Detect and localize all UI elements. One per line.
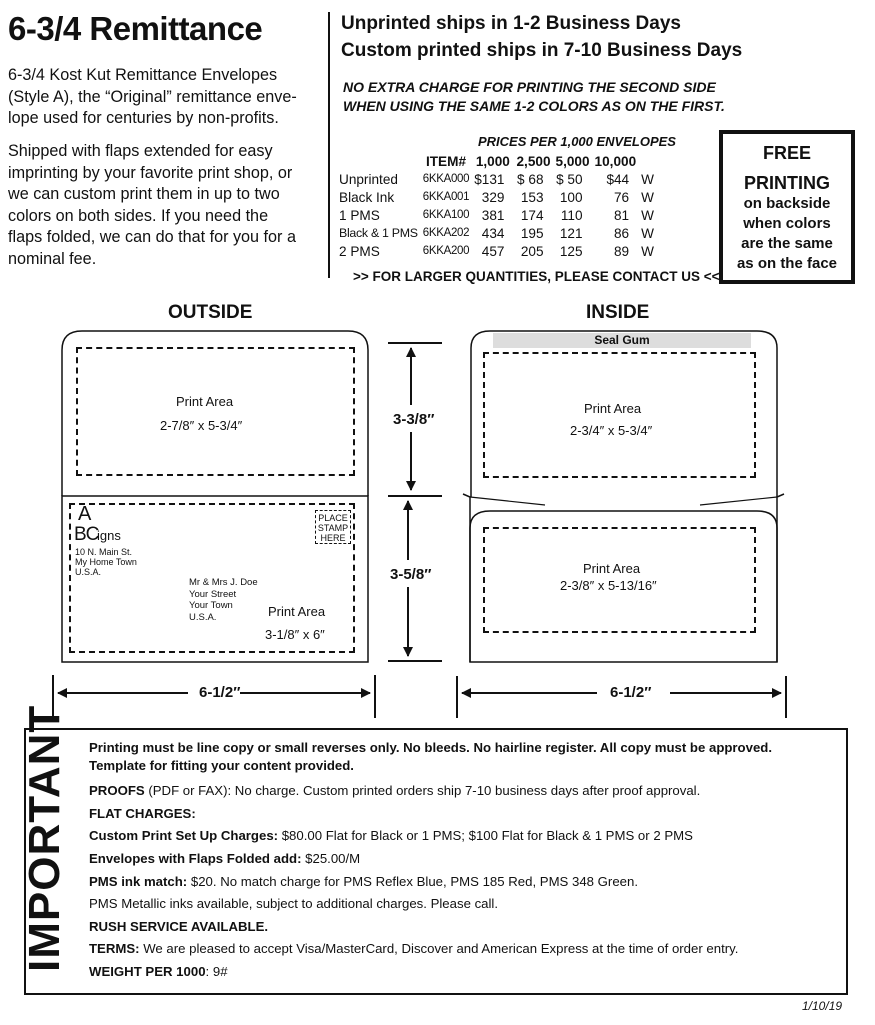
item-number: 6KKA000 [422,173,470,185]
weight-label: WEIGHT PER 1000 [89,964,206,979]
outside-label: OUTSIDE [168,302,253,323]
setup-text: $80.00 Flat for Black or 1 PMS; $100 Flat for Black & 1 PMS or 2 PMS [278,828,693,843]
outside-width-label: 6-1/2″ [199,684,241,701]
second-side-note-1: NO EXTRA CHARGE FOR PRINTING THE SECOND SIDE [343,79,716,95]
price-1000: 381 [481,207,505,223]
template-note: Template for fitting your content provided. [89,758,354,773]
price-10000: 76 [614,189,630,205]
pms-line [89,874,638,889]
body-height-label: 3-5/8″ [390,566,432,583]
unit: W [641,189,654,205]
unit: W [641,207,654,223]
intro-line: 6-3/4 Kost Kut Remittance Envelopes [8,66,278,84]
terms-line [89,941,738,956]
pms-label: PMS ink match: [89,874,188,889]
col-header: 5,000 [555,153,590,169]
return-address-line: 10 N. Main St. [75,547,133,557]
recipient-line: Mr & Mrs J. Doe [189,577,258,588]
recipient-line: Your Town [189,600,233,611]
intro-line: nominal fee. [8,249,97,268]
print-type: Black Ink [339,189,395,205]
free-line: are the same [741,235,833,252]
intro-line: colors on both sides. If you need the [8,206,269,225]
price-10000: 81 [614,207,630,223]
ship-custom: Custom printed ships in 7-10 Business Days [341,40,743,61]
stamp-text: STAMP [317,523,349,533]
price-1000: 434 [481,225,505,241]
print-type: Black & 1 PMS [339,226,418,240]
intro-line: lope used for centuries by non-profits. [8,109,279,127]
terms-label: TERMS: [89,941,140,956]
item-number: 6KKA001 [422,191,470,203]
col-header: 10,000 [594,153,637,169]
col-header: 1,000 [475,153,510,169]
price-5000: 100 [559,189,583,205]
free-line: as on the face [736,255,838,272]
price-1000: $131 [474,171,505,187]
price-5000: 110 [560,207,583,223]
return-address-line: U.S.A. [75,567,102,577]
print-area-label: Print Area [583,561,641,576]
weight-line [89,964,228,979]
seal-gum-label: Seal Gum [594,333,650,347]
logo-signs: igns [97,528,121,543]
print-area-size: 2-3/8″ x 5-13/16″ [560,578,657,593]
price-5000: 125 [559,243,583,259]
print-area-label: Print Area [584,401,642,416]
price-10000: $44 [606,171,630,187]
item-number: 6KKA200 [422,245,470,257]
print-type: 1 PMS [339,207,380,223]
copy-rules: Printing must be line copy or small reverses only. No bleeds. No hairline register. All copy must be approved. [89,740,773,755]
seal-gum-strip [493,333,751,348]
print-area-label: Print Area [176,394,234,409]
unit: W [641,171,654,187]
intro-line: imprinting by your favorite print shop, or [8,163,293,182]
setup-label: Custom Print Set Up Charges: [89,828,279,843]
proofs-label: PROOFS [89,783,145,798]
item-number: 6KKA202 [422,227,470,239]
print-area-size: 2-7/8″ x 5-3/4″ [160,418,243,433]
print-type: 2 PMS [339,243,380,259]
price-2500: 195 [520,225,544,241]
proofs-text: (PDF or FAX): No charge. Custom printed orders ship 7-10 business days after proof approval. [144,783,701,798]
inside-side-flaps [470,497,777,505]
price-2500: 174 [520,207,544,223]
folded-label: Envelopes with Flaps Folded add: [89,851,302,866]
proofs-line [89,783,700,798]
inside-width-label: 6-1/2″ [610,684,652,701]
price-2500: $ 68 [517,171,544,187]
free-line: on backside [743,195,831,212]
logo-letters-bc: BC [74,524,99,545]
stamp-text: HERE [320,533,346,543]
return-address [75,547,137,577]
logo-letter-a: A [78,503,92,525]
print-type: Unprinted [339,171,398,187]
larger-quantities-note: >> FOR LARGER QUANTITIES, PLEASE CONTACT US << [353,269,720,284]
rush-line: RUSH SERVICE AVAILABLE. [89,919,269,934]
page-title: 6-3/4 Remittance [8,10,263,47]
free-line: when colors [743,215,831,232]
outside-flap-print-area [76,347,355,476]
flat-charges: FLAT CHARGES: [89,806,196,821]
important-heading: IMPORTANT [20,704,69,972]
price-10000: 86 [614,225,630,241]
recipient-line: Your Street [189,588,237,600]
price-1000: 457 [481,243,505,259]
stamp-box [315,510,351,544]
weight-text: : 9# [205,964,228,979]
recipient-line: U.S.A. [189,611,217,623]
intro-line: flaps folded, we can do that for you for a [8,228,296,246]
second-side-note-2: WHEN USING THE SAME 1-2 COLORS AS ON THE FIRST. [343,98,725,114]
item-number: 6KKA100 [422,209,470,221]
metallic-line: PMS Metallic inks available, subject to additional charges. Please call. [89,896,499,911]
free-line: FREE [762,143,811,163]
terms-text: We are pleased to accept Visa/MasterCard, Discover and American Express at the time of order entry. [139,941,739,956]
price-1000: 329 [481,189,505,205]
unit: W [641,243,654,259]
price-table-title: PRICES PER 1,000 ENVELOPES [478,134,676,149]
folded-text: $25.00/M [301,851,361,866]
unit: W [641,225,654,241]
flap-height-label: 3-3/8″ [393,411,435,428]
price-2500: 153 [520,189,544,205]
folded-line [89,851,360,866]
price-2500: 205 [520,243,544,259]
recipient-address [189,577,258,623]
price-10000: 89 [614,243,630,259]
intro-line: (Style A), the “Original” remittance enve- [8,87,297,106]
col-header: ITEM# [425,153,466,169]
free-line: PRINTING [743,173,830,193]
stamp-text: PLACE [318,513,348,523]
price-5000: $ 50 [556,171,583,187]
revision-date: 1/10/19 [802,999,843,1013]
pms-text: $20. No match charge for PMS Reflex Blue, PMS 185 Red, PMS 348 Green. [187,874,638,889]
intro-line: Shipped with flaps extended for easy [8,142,273,160]
price-5000: 121 [559,225,583,241]
print-area-label: Print Area [268,604,326,619]
ship-unprinted: Unprinted ships in 1-2 Business Days [341,13,681,34]
return-address-line: My Home Town [75,557,137,567]
print-area-size: 3-1/8″ x 6″ [265,627,325,642]
col-header: 2,500 [516,153,551,169]
inside-label: INSIDE [586,302,650,323]
print-area-size: 2-3/4″ x 5-3/4″ [570,423,653,438]
intro-line: we can custom print them in up to two [8,185,280,203]
setup-charges-line [89,828,693,843]
